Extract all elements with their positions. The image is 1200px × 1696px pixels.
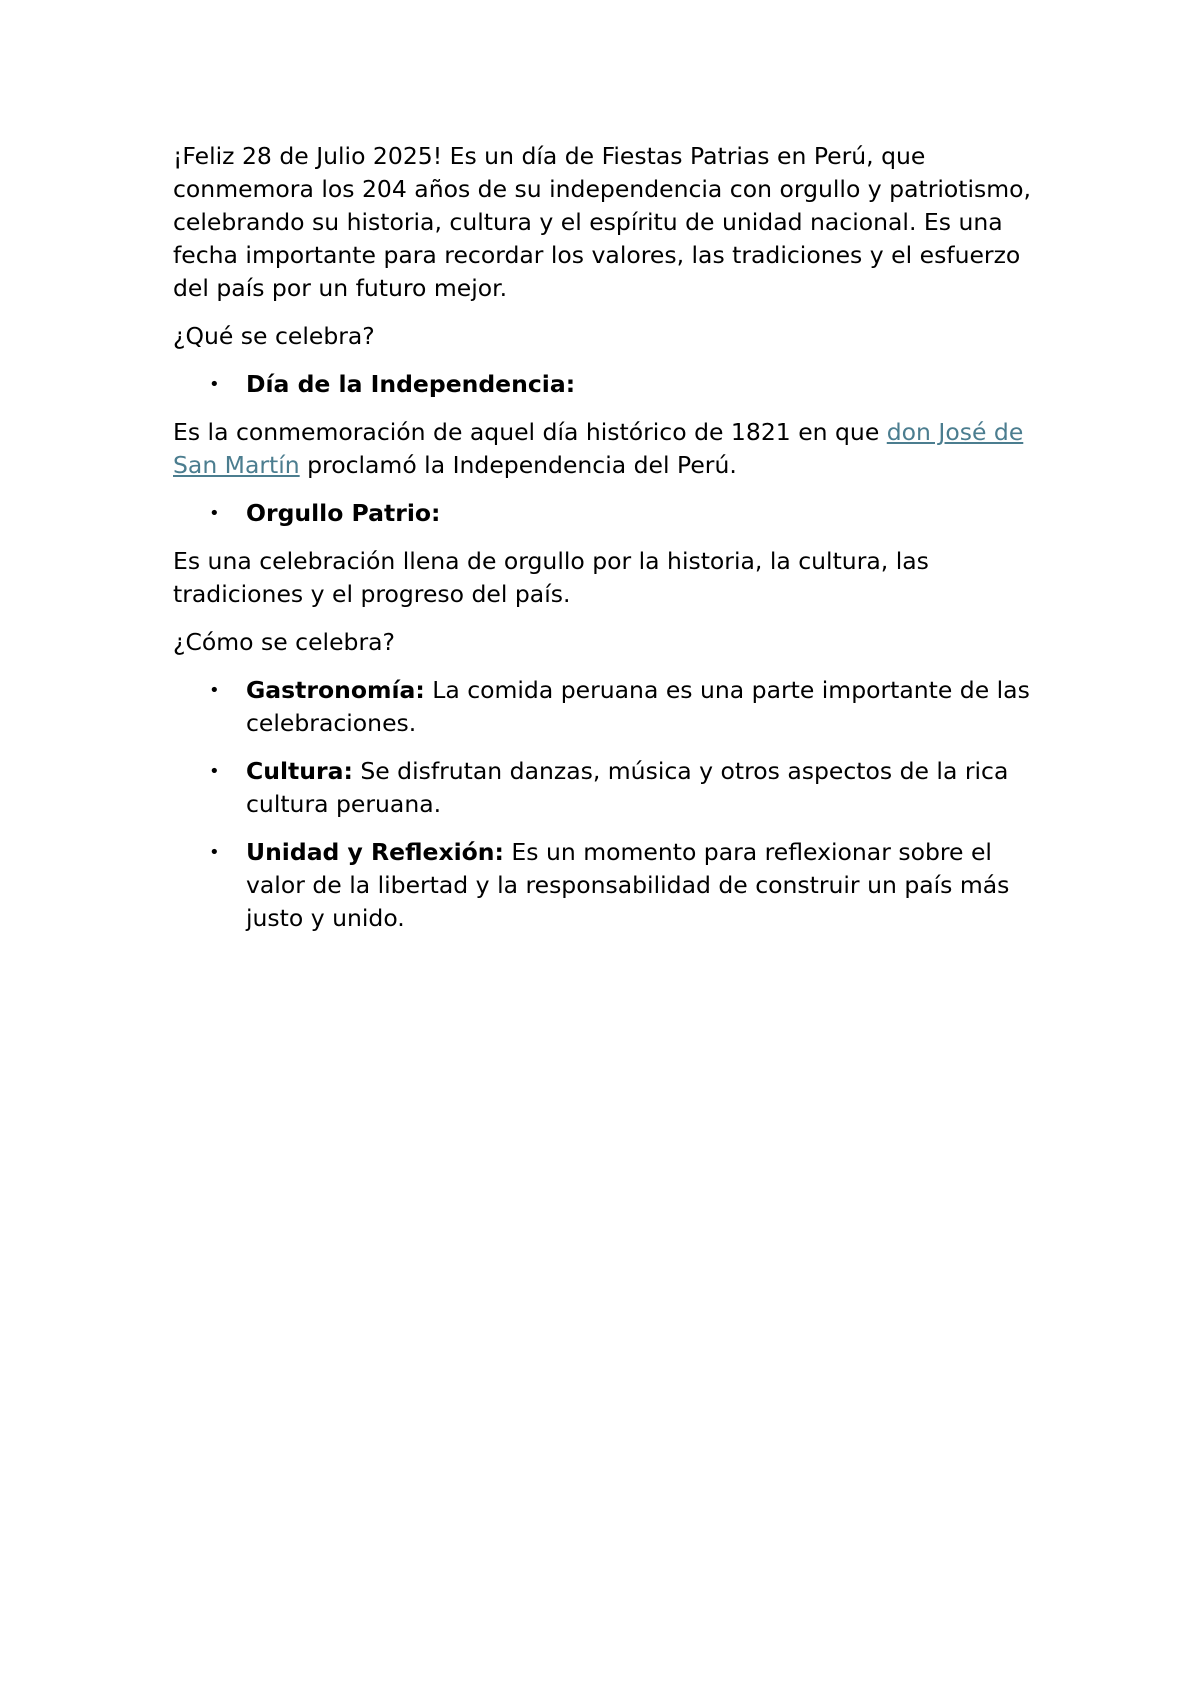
unity-term: Unidad y Reflexión:	[246, 838, 504, 866]
independence-text-after: proclamó la Independencia del Perú.	[299, 451, 737, 479]
bullet-icon: •	[209, 842, 220, 863]
question-how: ¿Cómo se celebra?	[173, 628, 395, 656]
culture-term: Cultura:	[246, 757, 353, 785]
list-item-independence	[173, 368, 1033, 401]
gastronomy-desc: La comida peruana es una parte importante de las celebraciones.	[246, 676, 1030, 737]
celebration-list-1	[173, 368, 1033, 401]
bullet-icon: •	[209, 503, 220, 524]
document-page	[173, 140, 1033, 950]
independence-paragraph	[173, 416, 1033, 482]
bullet-icon: •	[209, 761, 220, 782]
list-item-culture	[173, 755, 1033, 821]
independence-heading: Día de la Independencia:	[246, 370, 576, 398]
independence-text-before: Es la conmemoración de aquel día histórico de 1821 en que	[173, 418, 887, 446]
pride-paragraph: Es una celebración llena de orgullo por la historia, la cultura, las tradiciones y el progreso del país.	[173, 547, 929, 608]
bullet-icon: •	[209, 680, 220, 701]
unity-desc: Es un momento para reflexionar sobre el valor de la libertad y la responsabilidad de construir un país más justo y unido.	[246, 838, 1010, 932]
culture-desc: Se disfrutan danzas, música y otros aspectos de la rica cultura peruana.	[246, 757, 1009, 818]
celebration-list-2	[173, 497, 1033, 530]
question-what: ¿Qué se celebra?	[173, 322, 375, 350]
bullet-icon: •	[209, 374, 220, 395]
gastronomy-term: Gastronomía:	[246, 676, 425, 704]
how-list	[173, 674, 1033, 935]
intro-paragraph: ¡Feliz 28 de Julio 2025! Es un día de Fiestas Patrias en Perú, que conmemora los 204 años de su independencia con orgullo y patriotismo, celebrando su historia, cultura y el espíritu de unidad nacional. Es una fecha importante para recordar los valores, las tradiciones y el esfuerzo del país por un futuro mejor.	[173, 142, 1031, 302]
pride-heading: Orgullo Patrio:	[246, 499, 441, 527]
list-item-gastronomy	[173, 674, 1033, 740]
list-item-unity	[173, 836, 1033, 935]
san-martin-link[interactable]: don José de San Martín	[173, 418, 1024, 479]
list-item-pride	[173, 497, 1033, 530]
